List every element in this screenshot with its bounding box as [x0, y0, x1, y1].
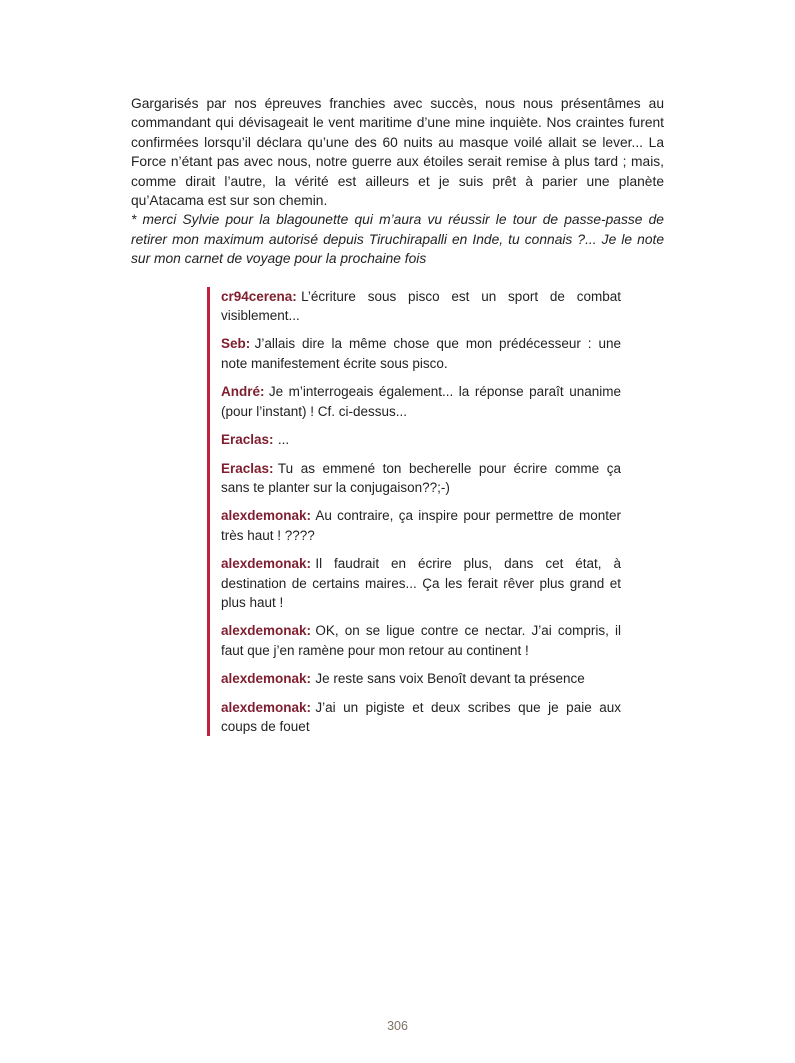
- comment: [221, 459, 621, 498]
- comment-text: J’allais dire la même chose que mon prédécesseur : une note manifestement écrite sous pisco.: [221, 336, 621, 371]
- comment-text: L’écriture sous pisco est un sport de combat visiblement...: [221, 288, 621, 324]
- comment-author: André:: [221, 384, 265, 400]
- comment-author: Eraclas:: [221, 460, 274, 476]
- comment: [221, 506, 621, 545]
- comment-text: OK, on se ligue contre ce nectar. J’ai compris, il faut que j’en ramène pour mon retour au continent !: [221, 623, 621, 658]
- comment-author: Seb:: [221, 336, 251, 352]
- page-number: 306: [387, 1019, 408, 1033]
- comment-text: Je m’interrogeais également... la réponse paraît unanime (pour l’instant) ! Cf. ci-dessus...: [221, 384, 621, 419]
- comment-author: cr94cerena:: [221, 288, 297, 304]
- main-paragraph: Gargarisés par nos épreuves franchies avec succès, nous nous présentâmes au commandant qui dévisageait le vent maritime d’une mine inquiète. Nos craintes furent confirmées lorsqu’il déclara qu’une des 60 nuits au masque voilé allait se lever... La Force n’étant pas avec nous, notre guerre aux étoiles serait remise à plus tard ; mais, comme dirait l’autre, la vérité est ailleurs et je suis prêt à parier une planète qu’Atacama est sur son chemin.: [131, 96, 664, 209]
- comment: [221, 698, 621, 737]
- comment-text: Il faudrait en écrire plus, dans cet état, à destination de certains maires... Ça les ferait rêver plus grand et plus haut !: [221, 556, 621, 610]
- page-content: [131, 94, 664, 736]
- comment: [221, 287, 621, 326]
- comment-author: alexdemonak:: [221, 699, 312, 715]
- comment-text: Au contraire, ça inspire pour permettre de monter très haut ! ????: [221, 508, 621, 543]
- comment: [221, 334, 621, 373]
- comment-author: alexdemonak:: [221, 623, 312, 639]
- comment: [221, 382, 621, 421]
- comment-text: Tu as emmené ton becherelle pour écrire comme ça sans te planter sur la conjugaison??;-): [221, 460, 621, 495]
- footnote-paragraph: * merci Sylvie pour la blagounette qui m’aura vu réussir le tour de passe-passe de retirer mon maximum autorisé depuis Tiruchirapalli en Inde, tu connais ?... Je le note sur mon carnet de voyage pour la prochaine fois: [131, 212, 664, 267]
- comment-text: ...: [277, 432, 290, 448]
- comments-block: [207, 287, 621, 737]
- comment: [221, 554, 621, 612]
- comment: [221, 669, 621, 688]
- comment-author: alexdemonak:: [221, 671, 312, 687]
- comment: [221, 430, 621, 449]
- comment-text: Je reste sans voix Benoît devant ta présence: [315, 671, 585, 687]
- comment-author: Eraclas:: [221, 432, 274, 448]
- comment-author: alexdemonak:: [221, 556, 312, 572]
- comment-author: alexdemonak:: [221, 508, 312, 524]
- comment: [221, 621, 621, 660]
- comment-text: J’ai un pigiste et deux scribes que je paie aux coups de fouet: [221, 699, 621, 734]
